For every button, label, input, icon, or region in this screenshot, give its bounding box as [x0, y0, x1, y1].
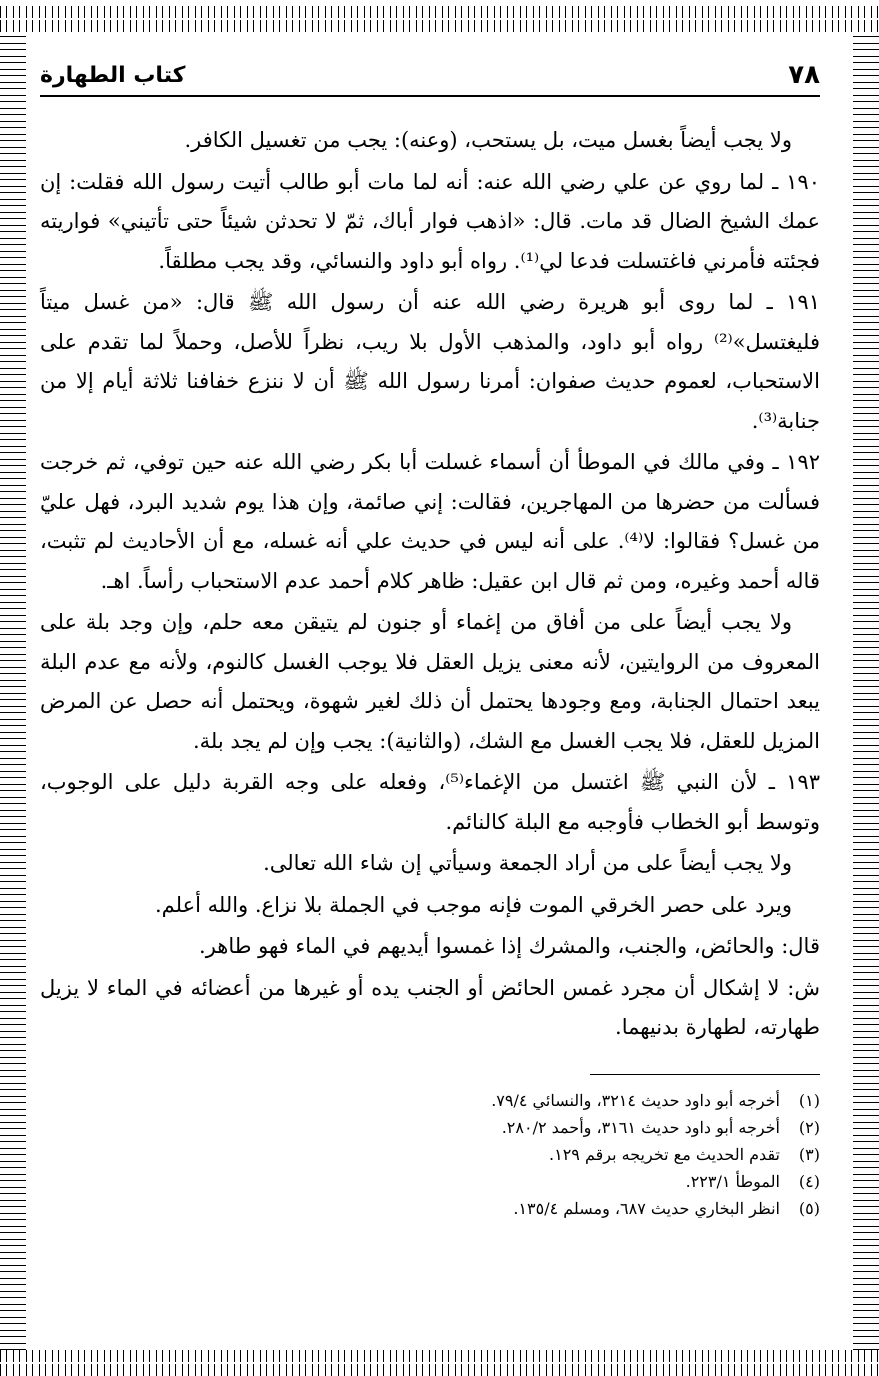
chapter-title: كتاب الطهارة [40, 62, 186, 88]
paragraph: ولا يجب أيضاً على من أفاق من إغماء أو جنون لم يتيقن معه حلم، وإن وجد بلة على المعروف من الروايتين، لأنه معنى يزيل العقل فلا يوجب الغسل كالنوم، ولأنه مع عدم البلة يبعد احتمال الجنابة، ومع وجودها يحتمل أن ذلك لغير شهوة، ويحتمل أنه حصل عن المرض المزيل للعقل، فلا يجب الغسل مع الشك، (والثانية): يجب وإن لم يجد بلة. [40, 610, 820, 753]
footnote-separator [590, 1074, 820, 1075]
footnote-text: الموطأ ٢٢٣/١. [685, 1171, 780, 1191]
paragraph: ولا يجب أيضاً على من أراد الجمعة وسيأتي إن شاء الله تعالى. [263, 851, 792, 875]
book-page [40, 55, 820, 1222]
footnote [40, 1114, 820, 1141]
footnote [40, 1168, 820, 1195]
paragraph: ١٩٠ ـ لما روي عن علي رضي الله عنه: أنه لما مات أبو طالب أتيت رسول الله فقلت: إن عمك الشيخ الضال قد مات. قال: «اذهب فوار أباك، ثمّ لا تحدثن شيئاً حتى تأتيني» فواريته فجئته فأمرني فاغتسلت فدعا لي⁽¹⁾. رواه أبو داود والنسائي، وقد يجب مطلقاً. [40, 169, 820, 273]
footnote [40, 1141, 820, 1168]
decorative-border-top [0, 6, 879, 32]
footnote-number: (١) [798, 1090, 820, 1110]
paragraph: ١٩٢ ـ وفي مالك في الموطأ أن أسماء غسلت أبا بكر رضي الله عنه حين توفي، ثم خرجت فسألت من حضرها من المهاجرين، فقالت: إني صائمة، وإن هذا يوم شديد البرد، فهل عليّ من غسل؟ فقالوا: لا⁽⁴⁾. على أنه ليس في حديث علي أنه غسله، مع أن الأحاديث لم تثبت، قاله أحمد وغيره، ومن ثم قال ابن عقيل: ظاهر كلام أحمد عدم الاستحباب رأساً. اهـ. [40, 450, 820, 593]
paragraph: ش: لا إشكال أن مجرد غمس الحائض أو الجنب يده أو غيرها من أعضائه في الماء لا يزيل طهارته، لطهارة بدنيهما. [40, 975, 820, 1039]
footnote-number: (٣) [798, 1144, 820, 1164]
footnote-number: (٥) [798, 1198, 820, 1218]
paragraph: ١٩٣ ـ لأن النبي ﷺ اغتسل من الإغماء⁽⁵⁾، وفعله على وجه القربة دليل على الوجوب، وتوسط أبو الخطاب فأوجبه مع البلة كالنائم. [40, 770, 820, 834]
footnote-number: (٢) [798, 1117, 820, 1137]
footnotes [40, 1087, 820, 1222]
page-number: ٧٨ [788, 60, 820, 90]
page-header [40, 55, 820, 97]
footnote [40, 1087, 820, 1114]
paragraph: ١٩١ ـ لما روى أبو هريرة رضي الله عنه أن رسول الله ﷺ قال: «من غسل ميتاً فليغتسل»⁽²⁾ رواه أبو داود، والمذهب الأول بلا ريب، نظراً للأصل، وحملاً لما تقدم على الاستحباب، لعموم حديث صفوان: أمرنا رسول الله ﷺ أن لا ننزع خفافنا ثلاثة أيام إلا من جنابة⁽³⁾. [40, 290, 820, 433]
footnote [40, 1195, 820, 1222]
decorative-border-left [0, 32, 26, 1350]
paragraph: ويرد على حصر الخرقي الموت فإنه موجب في الجملة بلا نزاع. والله أعلم. [154, 892, 792, 917]
footnote-text: أخرجه أبو داود حديث ٣١٦١، وأحمد ٢٨٠/٢. [501, 1117, 780, 1137]
paragraph: قال: والحائض، والجنب، والمشرك إذا غمسوا أيديهم في الماء فهو طاهر. [199, 934, 820, 958]
decorative-border-right [853, 32, 879, 1350]
footnote-text: انظر البخاري حديث ٦٨٧، ومسلم ١٣٥/٤. [513, 1198, 780, 1218]
footnote-text: تقدم الحديث مع تخريجه برقم ١٢٩. [549, 1144, 780, 1164]
footnote-text: أخرجه أبو داود حديث ٣٢١٤، والنسائي ٧٩/٤. [491, 1090, 780, 1110]
paragraph: ولا يجب أيضاً بغسل ميت، بل يستحب، (وعنه): يجب من تغسيل الكافر. [184, 128, 792, 152]
main-text [40, 121, 820, 1048]
decorative-border-bottom [0, 1350, 879, 1376]
footnote-number: (٤) [798, 1171, 820, 1191]
